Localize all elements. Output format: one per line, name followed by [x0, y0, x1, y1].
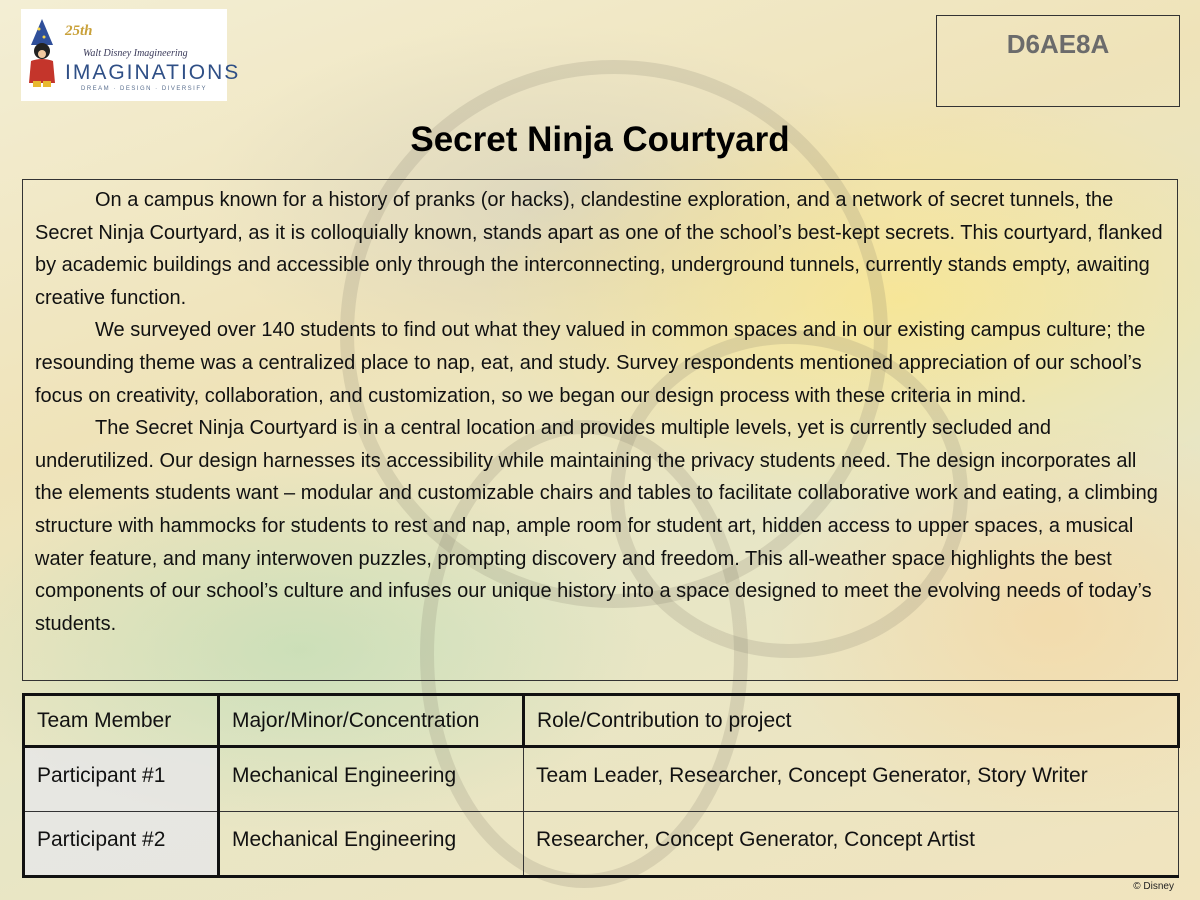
sorcerer-mickey-icon — [25, 19, 59, 89]
table-header-cell: Role/Contribution to project — [524, 695, 1179, 747]
table-header-row — [24, 695, 1179, 747]
submission-code: D6AE8A — [1006, 29, 1110, 59]
table-header-cell: Team Member — [24, 695, 219, 747]
table-cell: Team Leader, Researcher, Concept Generator, Story Writer — [524, 747, 1179, 812]
table-row — [24, 812, 1179, 877]
page-title: Secret Ninja Courtyard — [410, 120, 790, 159]
imaginations-logo — [21, 9, 241, 101]
anniversary-mark: 25th — [65, 23, 93, 39]
paragraph: We surveyed over 140 students to find out what they valued in common spaces and in our existing campus culture; the resounding theme was a centralized place to nap, eat, and study. Survey respondents mentioned appreciation of our school’s focus on creativity, collaboration, and customization, so we began our design process with these criteria in mind. — [35, 319, 1146, 407]
table-header-cell: Major/Minor/Concentration — [219, 695, 524, 747]
table-row — [24, 747, 1179, 812]
table-cell: Participant #1 — [24, 747, 219, 812]
logo-tagline: DREAM · DESIGN · DIVERSIFY — [81, 86, 208, 92]
submission-code-box — [936, 15, 1180, 107]
table-cell: Participant #2 — [24, 812, 219, 877]
paragraph: On a campus known for a history of pranks (or hacks), clandestine exploration, and a network of secret tunnels, the Secret Ninja Courtyard, as it is colloquially known, stands apart as one of the school’s best-kept secrets. This courtyard, flanked by academic buildings and accessible only through the interconnecting, underground tunnels, currently stands empty, awaiting creative function. — [35, 189, 1163, 309]
table-cell: Researcher, Concept Generator, Concept Artist — [524, 812, 1179, 877]
description-box — [22, 179, 1178, 681]
team-table — [22, 693, 1180, 878]
table-cell: Mechanical Engineering — [219, 747, 524, 812]
paragraph: The Secret Ninja Courtyard is in a central location and provides multiple levels, yet is currently secluded and underutilized. Our design harnesses its accessibility while maintaining the privacy students need. The design incorporates all the elements students want – modular and customizable chairs and tables to facilitate collaborative work and eating, a climbing structure with hammocks for students to rest and nap, ample room for student art, hidden access to upper spaces, a musical water feature, and many interwoven puzzles, prompting discovery and freedom. This all-weather space highlights the best components of our school’s culture and infuses our unique history into a space designed to meet the evolving needs of today’s students. — [35, 417, 1158, 635]
table-cell: Mechanical Engineering — [219, 812, 524, 877]
logo-line: Walt Disney Imagineering — [83, 48, 188, 59]
logo-brand: IMAGINATIONS — [65, 61, 241, 84]
copyright-notice: © Disney — [1133, 881, 1174, 892]
